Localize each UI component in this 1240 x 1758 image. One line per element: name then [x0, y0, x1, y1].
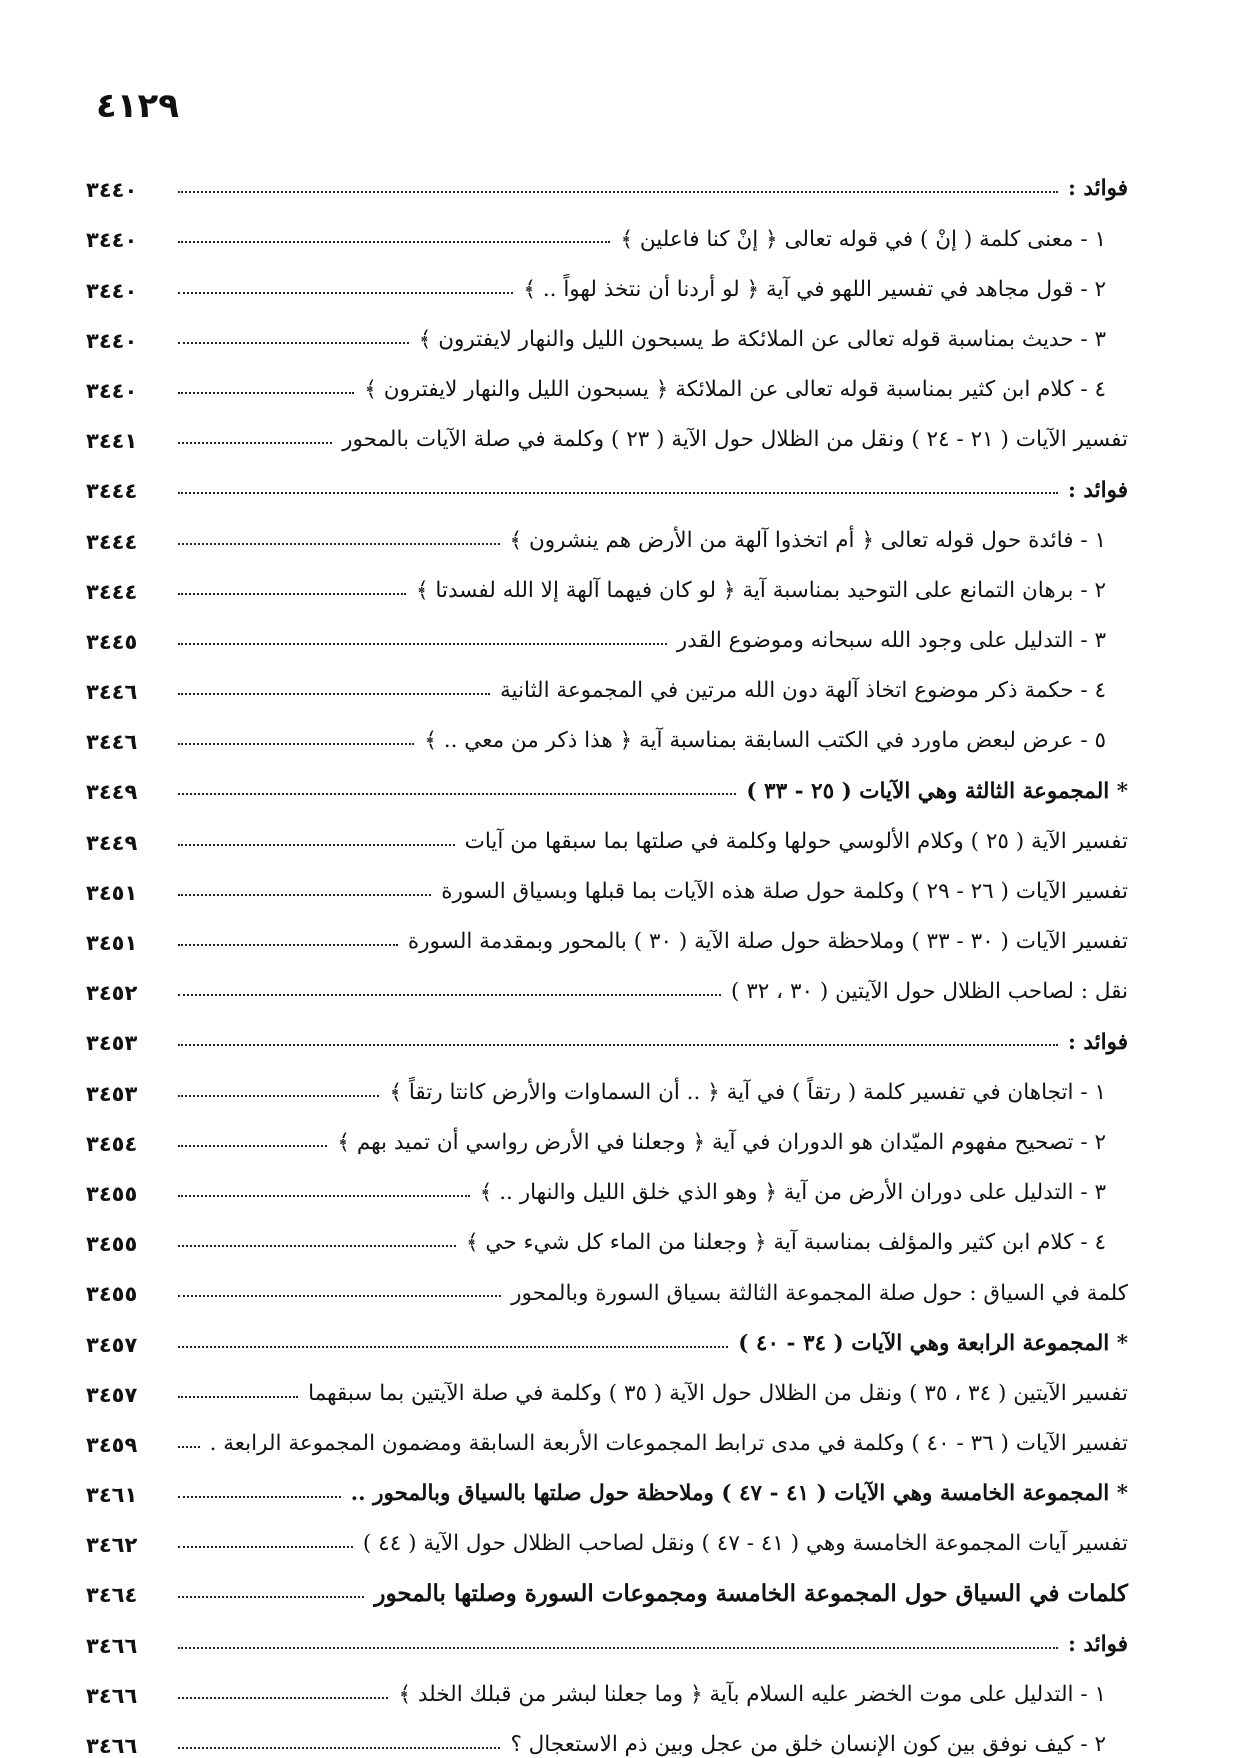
toc-entry — [86, 1607, 1128, 1657]
toc-entry-title: فوائد : — [1067, 1029, 1128, 1055]
toc-entry-page: ٣٤٦٦ — [86, 1734, 138, 1758]
toc-entry-page: ٣٤٥٣ — [86, 1031, 138, 1056]
dot-leader — [178, 342, 409, 344]
toc-entry-title: كلمة في السياق : حول صلة المجموعة الثالثة بسياق السورة وبالمحور — [511, 1280, 1128, 1306]
toc-entry — [86, 804, 1128, 854]
toc-entry-page: ٣٤٤٥ — [86, 629, 138, 654]
toc-entry — [86, 1557, 1128, 1607]
toc-entry-page: ٣٤٤٩ — [86, 830, 138, 855]
toc-entry-page: ٣٤٥٥ — [86, 1181, 138, 1206]
toc-entry-page: ٣٤٤٩ — [86, 780, 138, 805]
toc-entry-page: ٣٤٥٥ — [86, 1232, 138, 1257]
toc-entry — [86, 754, 1128, 804]
toc-entry-title: ١ - التدليل على موت الخضر عليه السلام بآية ﴿ وما جعلنا لبشر من قبلك الخلد ﴾ — [398, 1682, 1106, 1708]
dot-leader — [178, 1295, 501, 1297]
toc-entry-page: ٣٤٥٧ — [86, 1332, 138, 1357]
toc-entry — [86, 1507, 1128, 1557]
toc-entry-title: ٣ - حديث بمناسبة قوله تعالى عن الملائكة ط يسبحون الليل والنهار لايفترون ﴾ — [418, 326, 1106, 352]
toc-entry-title: * المجموعة الخامسة وهي الآيات ( ٤١ - ٤٧ ) وملاحظة حول صلتها بالسياق وبالمحور .. — [350, 1481, 1128, 1507]
toc-entry — [86, 1407, 1128, 1457]
dot-leader — [178, 492, 1058, 494]
dot-leader — [178, 1596, 364, 1598]
toc-entry — [86, 1055, 1128, 1105]
dot-leader — [178, 793, 736, 795]
toc-entry-title: تفسير الآيات ( ٣٦ - ٤٠ ) وكلمة في مدى ترابط المجموعات الأربعة السابقة ومضمون المجموعة الرابعة . — [209, 1431, 1128, 1457]
dot-leader — [178, 1446, 200, 1448]
toc-entry-page: ٣٤٤٠ — [86, 328, 138, 353]
toc-entry — [86, 1005, 1128, 1055]
toc-entry-title: نقل : لصاحب الظلال حول الآيتين ( ٣٠ ، ٣٢ ) — [730, 979, 1128, 1005]
toc-entry-page: ٣٤٤٤ — [86, 479, 138, 504]
toc-entry-title: ٢ - برهان التمانع على التوحيد بمناسبة آية ﴿ لو كان فيهما آلهة إلا الله لفسدتا ﴾ — [415, 577, 1106, 603]
dot-leader — [178, 743, 414, 745]
toc-entry-page: ٣٤٤١ — [86, 429, 138, 454]
dot-leader — [178, 442, 332, 444]
toc-entry-title: ٣ - التدليل على دوران الأرض من آية ﴿ وهو الذي خلق الليل والنهار .. ﴾ — [479, 1180, 1106, 1206]
toc-entry-page: ٣٤٥١ — [86, 880, 138, 905]
toc-entry-page: ٣٤٤٠ — [86, 178, 138, 203]
page-number: ٤١٢٩ — [96, 86, 180, 126]
toc-entry-page: ٣٤٦٦ — [86, 1683, 138, 1708]
toc-entry-title: كلمات في السياق حول المجموعة الخامسة ومجموعات السورة وصلتها بالمحور — [374, 1579, 1128, 1607]
toc-entry-page: ٣٤٥١ — [86, 931, 138, 955]
toc-entry — [86, 152, 1128, 202]
toc-entry-title: ١ - اتجاهان في تفسير كلمة ( رتقاً ) في آية ﴿ .. أن السماوات والأرض كانتا رتقاً ﴾ — [389, 1079, 1106, 1105]
toc-entry-page: ٣٤٥٣ — [86, 1081, 138, 1106]
toc-entry — [86, 303, 1128, 353]
toc-entry — [86, 453, 1128, 503]
toc-entry-page: ٣٤٤٠ — [86, 228, 138, 253]
toc-entry — [86, 202, 1128, 252]
toc-entry-page: ٣٤٥٧ — [86, 1382, 138, 1407]
toc-entry-page: ٣٤٤٤ — [86, 529, 138, 554]
toc-entry-title: * المجموعة الثالثة وهي الآيات ( ٢٥ - ٣٣ ) — [746, 778, 1128, 804]
toc-entry-title: ١ - فائدة حول قوله تعالى ﴿ أم اتخذوا آلهة من الأرض هم ينشرون ﴾ — [509, 527, 1106, 553]
toc-entry — [86, 1306, 1128, 1356]
toc-entry — [86, 403, 1128, 453]
dot-leader — [178, 994, 721, 996]
toc-entry-page: ٣٤٦٢ — [86, 1533, 138, 1558]
toc-entry — [86, 1256, 1128, 1306]
toc-entry — [86, 1206, 1128, 1256]
dot-leader — [178, 844, 455, 846]
toc-entry — [86, 252, 1128, 302]
dot-leader — [178, 1195, 470, 1197]
toc-entry-title: فوائد : — [1067, 477, 1128, 503]
dot-leader — [178, 543, 500, 545]
dot-leader — [178, 643, 667, 645]
toc-entry-page: ٣٤٦٤ — [86, 1583, 138, 1608]
toc-entry-page: ٣٤٤٠ — [86, 378, 138, 403]
dot-leader — [178, 292, 513, 294]
dot-leader — [178, 1044, 1058, 1046]
toc-entry-page: ٣٤٤٦ — [86, 730, 138, 755]
toc-entry-title: ٥ - عرض لبعض ماورد في الكتب السابقة بمناسبة آية ﴿ هذا ذكر من معي .. ﴾ — [424, 728, 1106, 754]
dot-leader — [178, 593, 406, 595]
toc-entry-title: ٤ - حكمة ذكر موضوع اتخاذ آلهة دون الله مرتين في المجموعة الثانية — [500, 678, 1106, 704]
toc-entry — [86, 1708, 1128, 1758]
dot-leader — [178, 1496, 341, 1498]
toc-entry — [86, 1156, 1128, 1206]
dot-leader — [178, 1245, 456, 1247]
toc-entry-title: ٣ - التدليل على وجود الله سبحانه وموضوع القدر — [676, 628, 1106, 654]
toc-entry — [86, 554, 1128, 604]
toc-entry-title: ٢ - تصحيح مفهوم الميّدان هو الدوران في آية ﴿ وجعلنا في الأرض رواسي أن تميد بهم ﴾ — [337, 1129, 1106, 1155]
dot-leader — [178, 944, 398, 946]
toc-entry — [86, 1658, 1128, 1708]
toc-entry-title: * المجموعة الرابعة وهي الآيات ( ٣٤ - ٤٠ ) — [738, 1330, 1128, 1356]
toc-entry — [86, 1457, 1128, 1507]
toc-entry-title: ٢ - كيف نوفق بين كون الإنسان خلق من عجل وبين ذم الاستعجال ؟ — [510, 1732, 1106, 1758]
toc-entry-title: تفسير آيات المجموعة الخامسة وهي ( ٤١ - ٤٧ ) ونقل لصاحب الظلال حول الآية ( ٤٤ ) — [362, 1531, 1128, 1557]
toc-entry-page: ٣٤٥٥ — [86, 1282, 138, 1307]
toc-entry — [86, 353, 1128, 403]
toc-entry-title: ٤ - كلام ابن كثير بمناسبة قوله تعالى عن الملائكة ﴿ يسبحون الليل والنهار لايفترون ﴾ — [364, 377, 1106, 403]
toc-entry — [86, 654, 1128, 704]
toc-entry-title: تفسير الآيات ( ٢٦ - ٢٩ ) وكلمة حول صلة هذه الآيات بما قبلها وبسياق السورة — [441, 879, 1128, 905]
toc-entry-title: فوائد : — [1067, 176, 1128, 202]
toc-entry-page: ٣٤٦١ — [86, 1483, 138, 1508]
toc-entry-page: ٣٤٥٢ — [86, 981, 138, 1006]
dot-leader — [178, 241, 610, 243]
toc-entry-title: ١ - معنى كلمة ( إنْ ) في قوله تعالى ﴿ إنْ كنا فاعلين ﴾ — [620, 226, 1106, 252]
toc-entry — [86, 955, 1128, 1005]
toc-entry-page: ٣٤٤٤ — [86, 579, 138, 604]
dot-leader — [178, 894, 431, 896]
toc-entry-title: ٢ - قول مجاهد في تفسير اللهو في آية ﴿ لو أردنا أن نتخذ لهواً .. ﴾ — [523, 276, 1106, 302]
toc-entry-page: ٣٤٥٩ — [86, 1432, 138, 1457]
toc-entry-title: تفسير الآيات ( ٣٠ - ٣٣ ) وملاحظة حول صلة الآية ( ٣٠ ) بالمحور وبمقدمة السورة — [407, 929, 1128, 955]
toc-entry — [86, 855, 1128, 905]
dot-leader — [178, 191, 1058, 193]
toc-entry — [86, 704, 1128, 754]
dot-leader — [178, 1647, 1058, 1649]
toc-entry — [86, 1357, 1128, 1407]
dot-leader — [178, 1346, 728, 1348]
toc-entry-page: ٣٤٤٠ — [86, 278, 138, 303]
dot-leader — [178, 1095, 379, 1097]
toc-entry-page: ٣٤٤٦ — [86, 680, 138, 705]
dot-leader — [178, 1145, 327, 1147]
dot-leader — [178, 1697, 388, 1699]
dot-leader — [178, 392, 354, 394]
toc-entry — [86, 503, 1128, 553]
toc-entry-page: ٣٤٦٦ — [86, 1633, 138, 1658]
toc-entry-title: تفسير الآية ( ٢٥ ) وكلام الألوسي حولها وكلمة في صلتها بما سبقها من آيات — [464, 828, 1128, 854]
toc-entry — [86, 604, 1128, 654]
toc-entry-title: فوائد : — [1067, 1631, 1128, 1657]
dot-leader — [178, 1546, 353, 1548]
dot-leader — [178, 1747, 500, 1749]
toc-entry-title: تفسير الآيتين ( ٣٤ ، ٣٥ ) ونقل من الظلال حول الآية ( ٣٥ ) وكلمة في صلة الآيتين بما سبقهما — [308, 1380, 1128, 1406]
table-of-contents — [86, 152, 1128, 1758]
toc-entry-page: ٣٤٥٤ — [86, 1131, 138, 1156]
toc-entry — [86, 905, 1128, 955]
toc-entry — [86, 1106, 1128, 1156]
toc-entry-title: تفسير الآيات ( ٢١ - ٢٤ ) ونقل من الظلال حول الآية ( ٢٣ ) وكلمة في صلة الآيات بالمحور — [342, 427, 1128, 453]
dot-leader — [178, 1396, 298, 1398]
dot-leader — [178, 693, 490, 695]
toc-entry-title: ٤ - كلام ابن كثير والمؤلف بمناسبة آية ﴿ وجعلنا من الماء كل شيء حي ﴾ — [466, 1230, 1106, 1256]
